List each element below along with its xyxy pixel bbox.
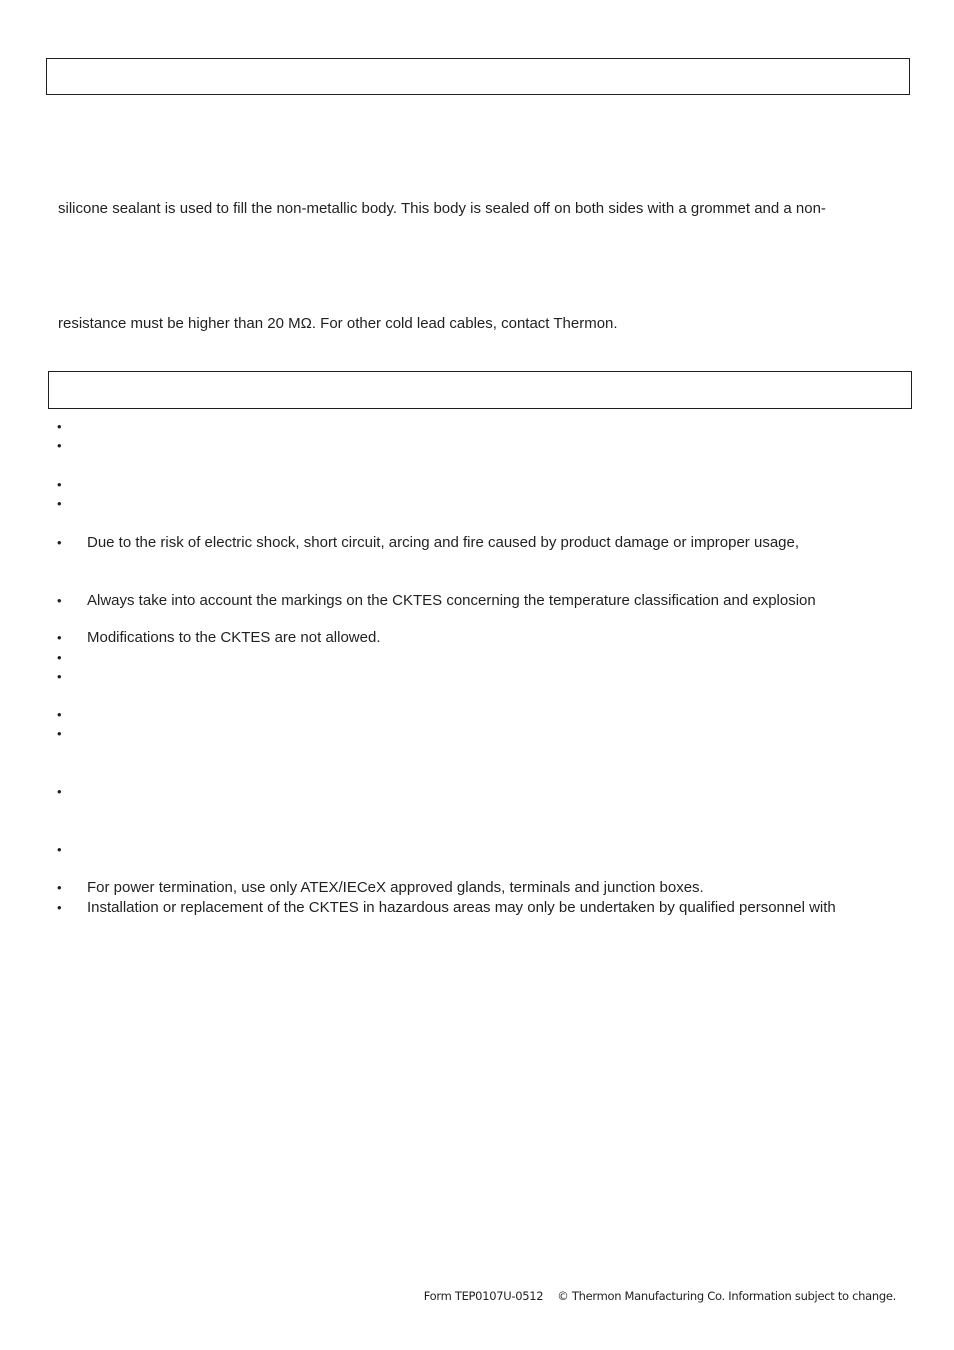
bullet-marker: • bbox=[57, 438, 62, 453]
bullet-marker: • bbox=[57, 726, 62, 741]
bullet-marker: • bbox=[57, 900, 62, 915]
bullet-marker: • bbox=[57, 477, 62, 492]
bullet-marker: • bbox=[57, 669, 62, 684]
bullet-text: Modifications to the CKTES are not allowed. bbox=[87, 629, 381, 646]
bullet-text: For power termination, use only ATEX/IECeX approved glands, terminals and junction boxes. bbox=[87, 879, 704, 896]
bullet-marker: • bbox=[57, 707, 62, 722]
page-footer bbox=[424, 1288, 896, 1304]
bullet-marker: • bbox=[57, 784, 62, 799]
bullet-marker: • bbox=[57, 842, 62, 857]
bullet-marker: • bbox=[57, 535, 62, 550]
body-text-line: resistance must be higher than 20 MΩ. For other cold lead cables, contact Thermon. bbox=[58, 315, 618, 332]
bullet-text: Always take into account the markings on the CKTES concerning the temperature classification and explosion bbox=[87, 592, 816, 609]
bullet-marker: • bbox=[57, 650, 62, 665]
form-number: Form TEP0107U-0512 bbox=[423, 1289, 544, 1303]
body-text-line: silicone sealant is used to fill the non-metallic body. This body is sealed off on both sides with a grommet and a non- bbox=[58, 200, 826, 217]
section-header-box-2 bbox=[48, 371, 912, 409]
bullet-marker: • bbox=[57, 496, 62, 511]
bullet-text: Installation or replacement of the CKTES in hazardous areas may only be undertaken by qualified personnel with bbox=[87, 899, 836, 916]
section-header-box-1 bbox=[46, 58, 910, 95]
bullet-marker: • bbox=[57, 593, 62, 608]
bullet-marker: • bbox=[57, 419, 62, 434]
copyright-text: © Thermon Manufacturing Co. Information subject to change. bbox=[557, 1289, 896, 1303]
bullet-marker: • bbox=[57, 630, 62, 645]
bullet-marker: • bbox=[57, 880, 62, 895]
bullet-text: Due to the risk of electric shock, short circuit, arcing and fire caused by product damage or improper usage, bbox=[87, 534, 800, 551]
